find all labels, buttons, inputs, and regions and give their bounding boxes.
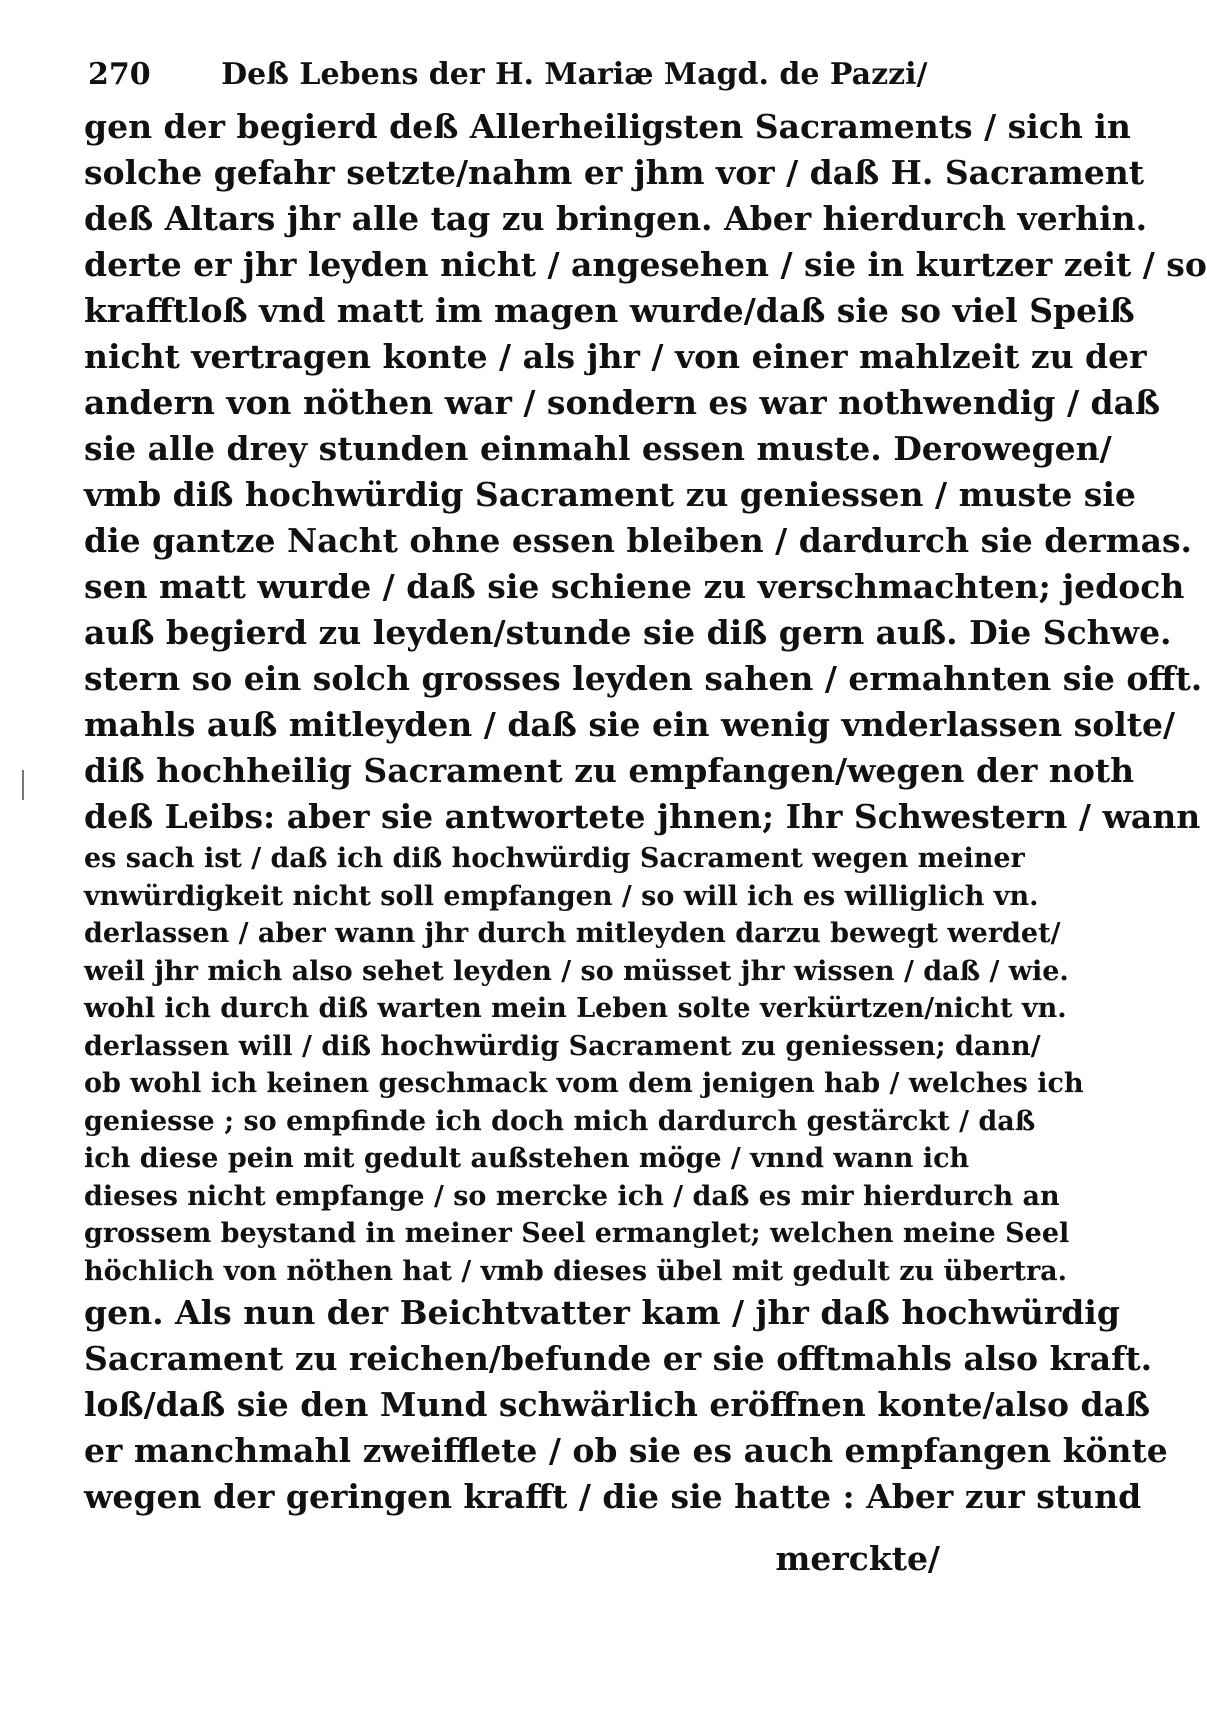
- text-line: deß Altars jhr alle tag zu bringen. Aber hierdurch verhin.: [84, 199, 1148, 238]
- text-line: diß hochheilig Sacrament zu empfangen/wegen der noth: [84, 751, 1135, 790]
- text-line: vmb diß hochwürdig Sacrament zu geniessen / muste sie: [84, 475, 1136, 514]
- text-line: höchlich von nöthen hat / vmb dieses übel mit gedult zu übertra.: [84, 1255, 1068, 1287]
- text-line: mahls auß mitleyden / daß sie ein wenig vnderlassen solte/: [84, 705, 1176, 744]
- text-line: deß Leibs: aber sie antwortete jhnen; Ihr Schwestern / wann: [84, 797, 1201, 836]
- page-header: [88, 52, 928, 98]
- running-head: Deß Lebens der H. Mariæ Magd. de Pazzi/: [221, 57, 928, 92]
- text-line: dieses nicht empfange / so mercke ich / daß es mir hierdurch an: [84, 1180, 1060, 1212]
- text-line: derlassen will / diß hochwürdig Sacrament zu geniessen; dann/: [84, 1030, 1041, 1062]
- text-line: solche gefahr setzte/nahm er jhm vor / daß H. Sacrament: [84, 153, 1145, 192]
- text-line: ich diese pein mit gedult außstehen möge / vnnd wann ich: [84, 1143, 970, 1174]
- text-line: andern von nöthen war / sondern es war nothwendig / daß: [84, 383, 1161, 422]
- text-line: er manchmahl zweifflete / ob sie es auch empfangen könte: [84, 1431, 1168, 1470]
- text-line: nicht vertragen konte / als jhr / von einer mahlzeit zu der: [84, 337, 1147, 376]
- text-line: loß/daß sie den Mund schwärlich eröffnen konte/also daß: [84, 1385, 1151, 1424]
- catchword: merckte/: [775, 1539, 940, 1578]
- margin-mark: [22, 770, 24, 800]
- text-line: wegen der geringen krafft / die sie hatte : Aber zur stund: [84, 1477, 1142, 1516]
- text-line: auß begierd zu leyden/stunde sie diß gern auß. Die Schwe.: [84, 613, 1172, 652]
- text-line: stern so ein solch grosses leyden sahen / ermahnten sie offt.: [84, 659, 1203, 698]
- page-number: 270: [88, 57, 151, 92]
- text-line: derlassen / aber wann jhr durch mitleyden darzu bewegt werdet/: [84, 918, 1061, 949]
- text-line: gen der begierd deß Allerheiligsten Sacraments / sich in: [84, 107, 1131, 146]
- text-line: grossem beystand in meiner Seel ermanglet; welchen meine Seel: [84, 1218, 1070, 1249]
- text-line: geniesse ; so empfinde ich doch mich dardurch gestärckt / daß: [84, 1105, 1036, 1137]
- text-line: krafftloß vnd matt im magen wurde/daß sie so viel Speiß: [84, 291, 1135, 330]
- body-text: [84, 104, 1207, 1520]
- text-line: Sacrament zu reichen/befunde er sie offtmahls also kraft.: [84, 1339, 1153, 1378]
- text-line: vnwürdigkeit nicht soll empfangen / so will ich es williglich vn.: [84, 880, 1039, 912]
- text-line: ob wohl ich keinen geschmack vom dem jenigen hab / welches ich: [84, 1068, 1084, 1099]
- text-line: weil jhr mich also sehet leyden / so müsset jhr wissen / daß / wie.: [84, 955, 1069, 987]
- text-line: derte er jhr leyden nicht / angesehen / sie in kurtzer zeit / so: [84, 245, 1207, 284]
- text-line: wohl ich durch diß warten mein Leben solte verkürtzen/nicht vn.: [84, 993, 1067, 1024]
- text-line: die gantze Nacht ohne essen bleiben / dardurch sie dermas.: [84, 521, 1193, 560]
- text-line: gen. Als nun der Beichtvatter kam / jhr daß hochwürdig: [84, 1293, 1120, 1332]
- text-line: sie alle drey stunden einmahl essen muste. Derowegen/: [84, 429, 1112, 468]
- text-line: es sach ist / daß ich diß hochwürdig Sacrament wegen meiner: [84, 843, 1025, 874]
- text-line: sen matt wurde / daß sie schiene zu verschmachten; jedoch: [84, 567, 1185, 606]
